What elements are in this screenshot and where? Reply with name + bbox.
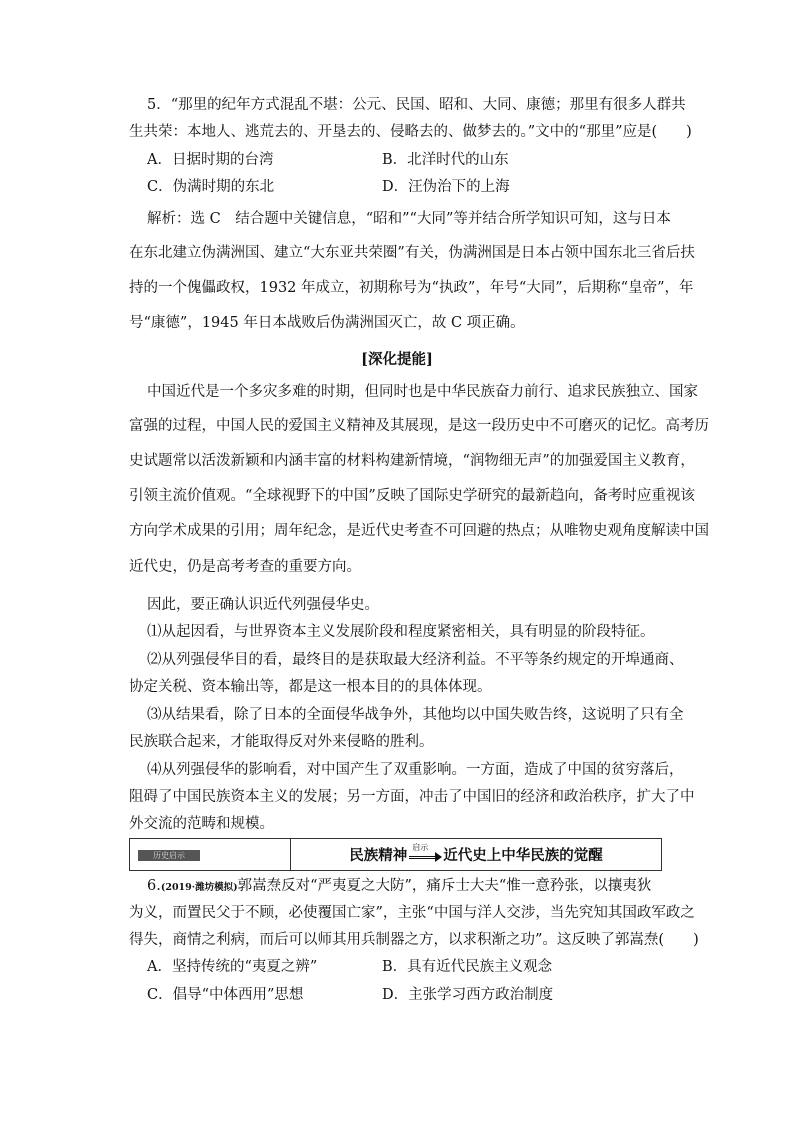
q6-number: 6. xyxy=(147,878,161,894)
deepen-p2: 因此，要正确认识近代列强侵华史。 xyxy=(147,597,379,613)
q6-stem-line3: 得失，商情之利病，而后可以师其用兵制器之方，以求积渐之功”。这反映了郭嵩焘( ) xyxy=(129,932,699,948)
q5-stem-line2: 生共荣：本地人、逃荒去的、开垦去的、侵略去的、做梦去的。”文中的“那里”应是( ) xyxy=(129,124,692,140)
deepen-item1: ⑴从起因看，与世界资本主义发展阶段和程度紧密相关，具有明显的阶段特征。 xyxy=(147,624,655,640)
q5-analysis-line2: 在东北建立伪满洲国、建立“大东亚共荣圈”有关，伪满洲国是日本占领中国东北三省后扶 xyxy=(129,245,695,261)
q5-option-d: D．汪伪治下的上海 xyxy=(382,179,510,195)
q6-option-d: D．主张学习西方政治制度 xyxy=(382,987,554,1003)
q5-option-c: C．伪满时期的东北 xyxy=(147,179,275,195)
q6-source: (2019·潍坊模拟) xyxy=(160,882,238,893)
deepen-p1-line4: 引领主流价值观。“全球视野下的中国”反映了国际史学研究的最新趋向，备考时应重视该 xyxy=(129,488,695,504)
history-insight-banner xyxy=(129,838,662,871)
deepen-item2-line1: ⑵从列强侵华目的看，最终目的是获取最大经济利益。不平等条约规定的开埠通商、 xyxy=(147,652,684,668)
deepen-item4-line1: ⑷从列强侵华的影响看，对中国产生了双重影响。一方面，造成了中国的贫穷落后， xyxy=(147,762,684,778)
q5-option-b: B．北洋时代的山东 xyxy=(382,152,509,168)
q5-analysis-line1: 解析：选 C 结合题中关键信息，“昭和”“大同”等并结合所学知识可知，这与日本 xyxy=(147,211,671,227)
section-heading: [深化提能] xyxy=(361,351,433,368)
deepen-item3-line1: ⑶从结果看，除了日本的全面侵华战争外，其他均以中国失败告终，这说明了只有全 xyxy=(147,707,684,723)
deepen-item3-line2: 民族联合起来，才能取得反对外来侵略的胜利。 xyxy=(129,734,434,750)
banner-label-cell xyxy=(130,839,291,870)
q6-stem-line2: 为义，而置民父于不顾，必使覆国亡家”，主张“中国与洋人交涉，当先究知其国政军政之 xyxy=(129,905,695,921)
q5-stem-line1: 5．“那里的纪年方式混乱不堪：公元、民国、昭和、大同、康德；那里有很多人群共 xyxy=(147,97,686,113)
q6-option-c: C．倡导“中体西用”思想 xyxy=(147,987,304,1003)
banner-content xyxy=(291,839,661,870)
q6-option-b: B．具有近代民族主义观念 xyxy=(382,959,553,975)
q6-stem-line1 xyxy=(147,876,651,898)
banner-tab: 历史启示 xyxy=(138,850,200,861)
q5-option-a: A．日据时期的台湾 xyxy=(147,152,274,168)
banner-left-text: 民族精神 xyxy=(349,847,408,864)
deepen-p1-line2: 富强的过程，中国人民的爱国主义精神及其展现，是这一段历史中不可磨灭的记忆。高考历 xyxy=(129,418,709,434)
deepen-item4-line3: 外交流的范畴和规模。 xyxy=(129,816,274,832)
q6-option-a: A．坚持传统的“夷夏之辨” xyxy=(147,959,318,975)
deepen-item2-line2: 协定关税、资本输出等，都是这一根本目的的具体体现。 xyxy=(129,679,492,695)
q5-analysis-line4: 号“康德”，1945 年日本战败后伪满洲国灭亡，故 C 项正确。 xyxy=(129,315,525,331)
deepen-p1-line6: 近代史，仍是高考考查的重要方向。 xyxy=(129,559,361,575)
deepen-p1-line3: 史试题常以活泼新颖和内涵丰富的材料构建新情境，“润物细无声”的加强爱国主义教育， xyxy=(129,453,695,469)
right-arrow-icon xyxy=(408,842,442,865)
deepen-p1-line1: 中国近代是一个多灾多难的时期，但同时也是中华民族奋力前行、追求民族独立、国家 xyxy=(147,384,698,400)
deepen-p1-line5: 方向学术成果的引用；周年纪念，是近代史考查不可回避的热点；从唯物史观角度解读中国 xyxy=(129,523,709,539)
deepen-item4-line2: 阻碍了中国民族资本主义的发展；另一方面，冲击了中国旧的经济和政治秩序，扩大了中 xyxy=(129,789,695,805)
q5-analysis-line3: 持的一个傀儡政权，1932 年成立，初期称号为“执政”，年号“大同”，后期称“皇帝”，年 xyxy=(129,280,694,296)
q6-stem-line1-text: 郭嵩焘反对“严夷夏之大防”，痛斥士大夫“惟一意矜张，以攘夷狄 xyxy=(237,878,652,894)
arrow-label: 启示 xyxy=(412,842,429,852)
banner-right-text: 近代史上中华民族的觉醒 xyxy=(443,847,603,864)
